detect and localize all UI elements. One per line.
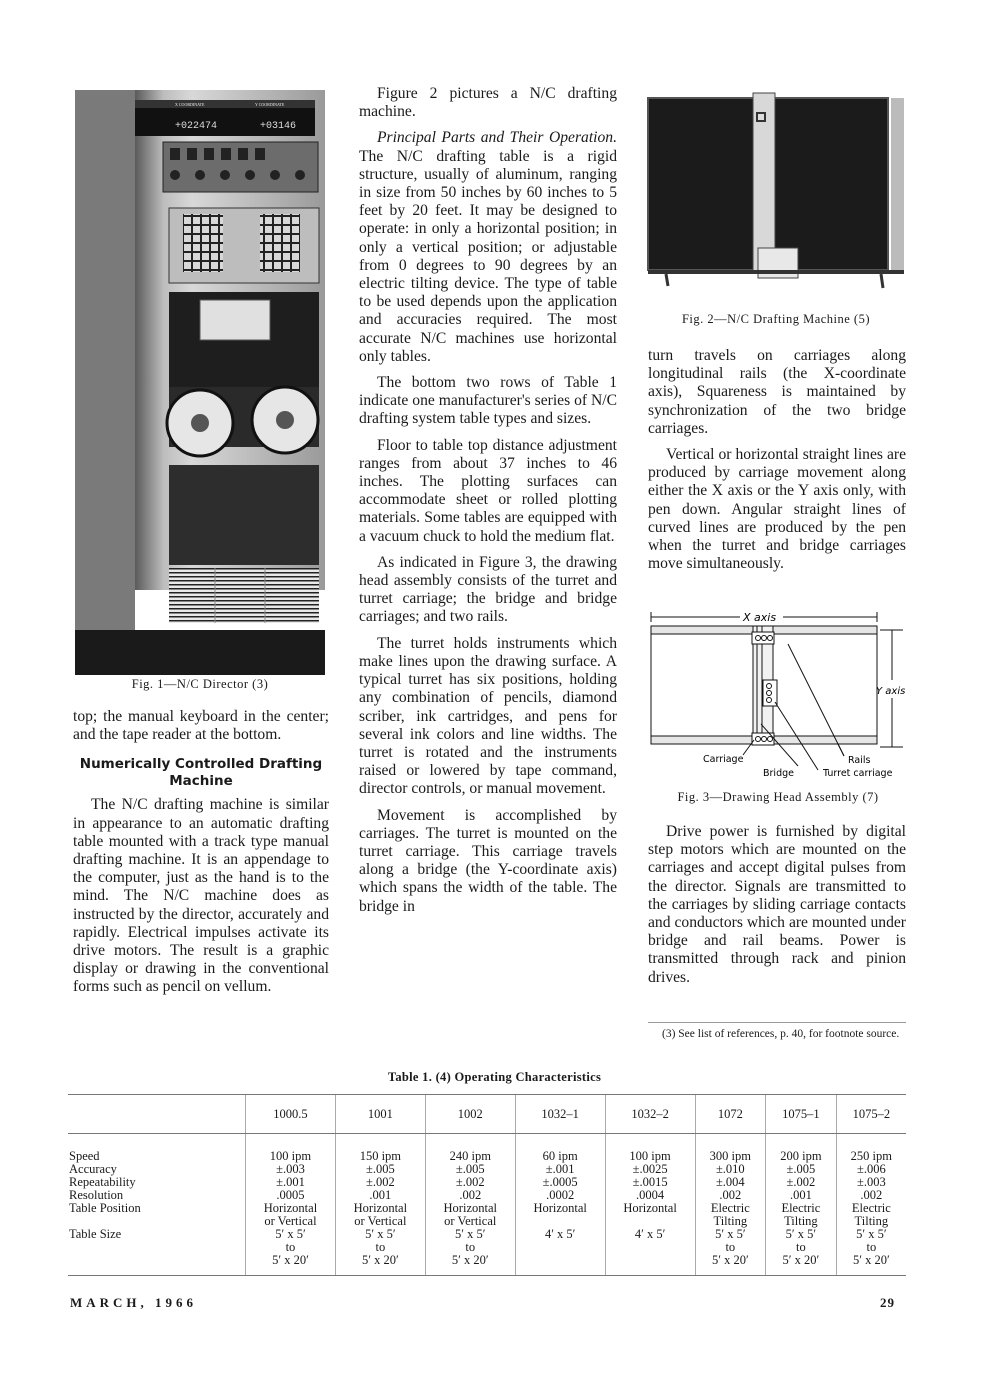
- column-2: [359, 85, 617, 924]
- drawing-head-diagram: [648, 606, 908, 781]
- table-cell-value: 200 ipm: [780, 1149, 822, 1163]
- fig1-y-header: Y COORDINATE: [255, 102, 285, 107]
- table-cell-value: to: [465, 1240, 476, 1254]
- col2-paragraph-1: Figure 2 pictures a N/C drafting machine.: [359, 85, 617, 121]
- table-cell-value: to: [796, 1240, 806, 1254]
- row-label: Table Size: [69, 1227, 122, 1241]
- row-label: Resolution: [69, 1188, 124, 1202]
- table-cell-value: 5′ x 20′: [852, 1253, 890, 1267]
- row-label: Speed: [69, 1149, 100, 1163]
- table-cell: [515, 1134, 605, 1276]
- footer-date: MARCH, 1966: [70, 1295, 198, 1310]
- table-cell-value: .001: [789, 1188, 812, 1202]
- table-cell-value: Tilting: [784, 1214, 818, 1228]
- table-cell-value: ±.002: [786, 1175, 816, 1189]
- table-cell-value: 60 ipm: [542, 1149, 578, 1163]
- table-cell-value: 250 ipm: [850, 1149, 892, 1163]
- table-cell-value: to: [285, 1240, 296, 1254]
- table-cell-value: 100 ipm: [269, 1149, 312, 1163]
- table-cell-value: ±.010: [715, 1162, 745, 1176]
- column-3-top: [648, 347, 906, 581]
- table-cell-value: .0002: [546, 1188, 575, 1202]
- table-cell-value: 4′ x 5′: [544, 1227, 576, 1241]
- row-labels-cell: [68, 1134, 246, 1276]
- table-cell-value: [607, 1241, 694, 1254]
- table-cell-value: ±.001: [545, 1162, 575, 1176]
- table-cell-value: [607, 1254, 694, 1267]
- fig3-bridge-label: Bridge: [763, 768, 794, 779]
- table-cell-value: Horizontal: [533, 1201, 587, 1215]
- table-cell-value: .002: [459, 1188, 482, 1202]
- figure-1-caption: Fig. 1—N/C Director (3): [131, 677, 269, 691]
- table-title: Table 1. (4) Operating Characteristics: [387, 1070, 602, 1084]
- col2-paragraph-3: The bottom two rows of Table 1 indicate one manufacturer's series of N/C drafting system table types and sizes.: [359, 374, 617, 428]
- table-cell-value: [517, 1241, 604, 1254]
- col2-paragraph-4: Floor to table top distance adjustment ranges from about 37 inches to 46 inches. The plotting surfaces can accommodate sheet or rolled plotting materials. Some tables are equipped with a vacuum chuck to hold the medium flat.: [359, 436, 617, 545]
- table-cell-value: to: [725, 1240, 736, 1254]
- column-1: [73, 708, 329, 1005]
- page-number: 29: [880, 1295, 895, 1310]
- col3-paragraph-3: Drive power is furnished by digital step motors which are mounted on the carriages and accept digital pulses from the director. Signals are transmitted to the carriages by sliding carriage contacts and conductors which are mounted under bridge and rail beams. Power is transmitted through rack and pinion drives.: [648, 823, 906, 986]
- table-cell-value: to: [375, 1240, 386, 1254]
- table-cell-value: ±.0025: [632, 1162, 668, 1176]
- table-header-model: 1000.5: [246, 1095, 336, 1134]
- table-cell: [766, 1134, 837, 1276]
- column-3-bottom: [648, 823, 906, 995]
- nc-director-photo: [75, 90, 325, 675]
- col3-paragraph-1: turn travels on carriages along longitudinal rails (the X-coordinate axis), Squareness is maintained by synchronization of the two bridge carriages.: [648, 347, 906, 437]
- fig3-y-axis-label: Y axis: [876, 686, 906, 697]
- section-heading: Numerically Controlled Drafting Machine: [79, 756, 323, 790]
- table-cell-value: 5′ x 20′: [711, 1253, 749, 1267]
- table-cell-value: .002: [719, 1188, 742, 1202]
- table-cell: [425, 1134, 515, 1276]
- figure-2-caption: Fig. 2—N/C Drafting Machine (5): [681, 312, 871, 326]
- table-cell-value: ±.005: [455, 1162, 485, 1176]
- table-cell-value: ±.0015: [632, 1175, 668, 1189]
- table-header-model: 1001: [335, 1095, 425, 1134]
- fig3-carriage-label: Carriage: [703, 754, 744, 765]
- drafting-machine-photo: [646, 88, 906, 303]
- table-cell-value: 240 ipm: [449, 1149, 491, 1163]
- col2-paragraph-2: The N/C drafting table is a rigid structure, usually of aluminum, ranging in size from 50 inches by 60 inches to 5 feet by 20 feet. It may be designed to operate: in only a horizontal position; in only a vertical position; or adjustable from 0 degrees to 90 degrees by an electric tilting device. The type of table to be used depends upon the application and accuracies required. The most accurate N/C machines use horizontal only tables.: [359, 147, 617, 365]
- table-cell-value: ±.0005: [542, 1175, 578, 1189]
- figure-2-drafting-machine: [646, 88, 906, 303]
- table-cell: [335, 1134, 425, 1276]
- table-cell-value: or Vertical: [264, 1214, 317, 1228]
- table-row: [68, 1134, 906, 1276]
- table-cell-value: ±.006: [856, 1162, 886, 1176]
- table-cell-value: .002: [860, 1188, 883, 1202]
- table-cell-value: or Vertical: [354, 1214, 407, 1228]
- table-cell-value: 5′ x 5′: [275, 1227, 306, 1241]
- table-cell-value: or Vertical: [444, 1214, 497, 1228]
- table-header-row: [68, 1095, 906, 1134]
- table-cell-value: 5′ x 20′: [362, 1253, 399, 1267]
- fig1-display-x: +022474: [175, 121, 218, 132]
- table-header-model: 1072: [695, 1095, 766, 1134]
- table-cell-value: Electric: [710, 1201, 750, 1215]
- fig1-display-y: +03146: [260, 121, 297, 132]
- table-cell-value: 5′ x 20′: [451, 1253, 489, 1267]
- row-label: Accuracy: [69, 1162, 117, 1176]
- table-cell-value: 100 ipm: [629, 1149, 671, 1163]
- col2-paragraph-6: The turret holds instruments which make lines upon the drawing surface. A typical turret has six positions, holding any combination of pencils, diamond scriber, ink cartridges, and pens for several ink colors and line widths. The turret is rotated and the instruments raised or lowered by tape command, director controls, or manual movement.: [359, 634, 617, 798]
- table-cell-value: .0004: [636, 1188, 665, 1202]
- figure-3-drawing-head-assembly: [648, 606, 908, 781]
- table-cell-value: ±.005: [786, 1162, 816, 1176]
- table-cell-value: Horizontal: [623, 1201, 677, 1215]
- table-cell-value: 4′ x 5′: [634, 1227, 666, 1241]
- table-cell-value: 300 ipm: [709, 1149, 751, 1163]
- table-cell-value: 5′ x 5′: [856, 1227, 887, 1241]
- table-cell-value: ±.003: [276, 1162, 305, 1176]
- table-cell-value: ±.005: [365, 1162, 395, 1176]
- table-cell-value: 5′ x 5′: [785, 1227, 817, 1241]
- table-cell-value: ±.004: [715, 1175, 745, 1189]
- table-cell-value: Horizontal: [353, 1201, 408, 1215]
- figure-3-caption: Fig. 3—Drawing Head Assembly (7): [677, 790, 879, 804]
- table-cell-value: Tilting: [713, 1214, 748, 1228]
- col2-run-in-heading: Principal Parts and Their Operation.: [377, 129, 617, 147]
- table-cell-value: to: [866, 1240, 877, 1254]
- fig1-x-header: X COORDINATE: [175, 102, 205, 107]
- table-header-model: 1032–2: [605, 1095, 695, 1134]
- table-cell-value: Electric: [781, 1201, 821, 1215]
- table-cell-value: 5′ x 5′: [715, 1227, 746, 1241]
- table-cell-value: [517, 1254, 604, 1267]
- table-cell-value: 5′ x 20′: [272, 1253, 309, 1267]
- table-cell-value: 150 ipm: [359, 1149, 402, 1163]
- fig3-rails-label: Rails: [848, 755, 871, 766]
- table-cell: [836, 1134, 906, 1276]
- table-cell: [695, 1134, 766, 1276]
- table-cell-value: Horizontal: [263, 1201, 318, 1215]
- table-header-model: 1002: [425, 1095, 515, 1134]
- table-cell-value: 5′ x 20′: [782, 1253, 820, 1267]
- table-cell: [605, 1134, 695, 1276]
- table-cell-value: ±.002: [365, 1175, 395, 1189]
- col2-paragraph-5: As indicated in Figure 3, the drawing head assembly consists of the turret and turret carriage; the bridge and bridge carriages; and two rails.: [359, 553, 617, 626]
- table-cell-value: ±.002: [455, 1175, 485, 1189]
- footnote: (3) See list of references, p. 40, for footnote source.: [648, 1022, 906, 1042]
- row-label: Repeatability: [69, 1175, 136, 1189]
- table-cell-value: ±.001: [276, 1175, 305, 1189]
- figure-1-nc-director: [75, 90, 325, 675]
- fig3-turret-carriage-label: Turret carriage: [823, 768, 893, 779]
- table-header-model: 1075–1: [766, 1095, 837, 1134]
- col1-paragraph-2: The N/C drafting machine is similar in appearance to an automatic drafting table mounted with a track type manual drafting machine. It is an appendage to the computer, just as the hand is to the mind. The N/C machine does as instructed by the director, accurately and rapidly. Electrical impulses activate its drive motors. The result is a graphic display or drawing in the conventional forms such as pencil on vellum.: [73, 796, 329, 996]
- fig3-x-axis-label: X axis: [743, 611, 777, 624]
- table-cell-value: ±.003: [856, 1175, 886, 1189]
- table-cell-value: Electric: [851, 1201, 891, 1215]
- col2-paragraph-7: Movement is accomplished by carriages. The turret is mounted on the turret carriage. This carriage travels along a bridge (the Y-coordinate axis) which spans the width of the table. The bridge in: [359, 806, 617, 915]
- table-header-blank: [68, 1095, 246, 1134]
- row-label: Table Position: [69, 1201, 141, 1215]
- operating-characteristics-table: [68, 1094, 906, 1276]
- table-header-model: 1032–1: [515, 1095, 605, 1134]
- table-cell-value: .001: [369, 1188, 392, 1202]
- table-cell-value: 5′ x 5′: [455, 1227, 486, 1241]
- table-cell-value: .0005: [276, 1188, 305, 1202]
- col3-paragraph-2: Vertical or horizontal straight lines are produced by carriage movement along either the X axis or the Y axis only, with pen down. Angular straight lines of curved lines are produced by the pen when the turret and bridge carriages move simultaneously.: [648, 446, 906, 573]
- table-cell-value: 5′ x 5′: [365, 1227, 396, 1241]
- table-header-model: 1075–2: [836, 1095, 906, 1134]
- table-cell-value: Horizontal: [443, 1201, 497, 1215]
- table-cell: [246, 1134, 336, 1276]
- col1-paragraph-1: top; the manual keyboard in the center; and the tape reader at the bottom.: [73, 708, 329, 744]
- table-cell-value: Tilting: [854, 1214, 889, 1228]
